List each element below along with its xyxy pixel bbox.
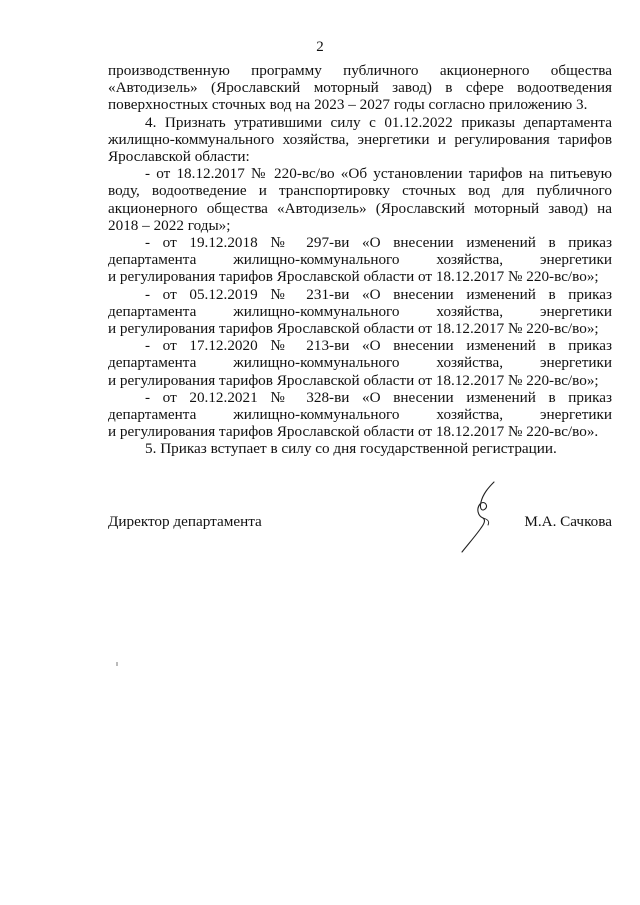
text-line: производственную программу публичного акционерного общества — [108, 62, 612, 79]
paragraph-item-5: 5. Приказ вступает в силу со дня государственной регистрации. — [145, 440, 557, 458]
text-line: департамента жилищно-коммунального хозяйства, энергетики — [108, 251, 612, 269]
text-line: 2018 – 2022 годы»; — [108, 216, 231, 234]
text-line: и регулирования тарифов Ярославской области от 18.12.2017 № 220-вс/во»; — [108, 371, 599, 389]
text-line: - от 20.12.2021 № 328-ви «О внесении изменений в приказ — [145, 388, 612, 406]
text-line: и регулирования тарифов Ярославской области от 18.12.2017 № 220-вс/во»; — [108, 268, 599, 286]
signer-title: Директор департамента — [108, 513, 262, 530]
signer-name: М.А. Сачкова — [524, 513, 612, 530]
text-line: жилищно-коммунального хозяйства, энергетики и регулирования тарифов — [108, 130, 612, 148]
text-line: департамента жилищно-коммунального хозяйства, энергетики — [108, 406, 612, 424]
text-line: и регулирования тарифов Ярославской области от 18.12.2017 № 220-вс/во». — [108, 423, 599, 441]
list-item — [108, 337, 612, 389]
text-line: поверхностных сточных вод на 2023 – 2027 годы согласно приложению 3. — [108, 96, 588, 114]
text-line: - от 17.12.2020 № 213-ви «О внесении изменений в приказ — [145, 337, 612, 355]
text-line: - от 18.12.2017 № 220-вс/во «Об установлении тарифов на питьевую — [145, 165, 612, 183]
text-line: - от 05.12.2019 № 231-ви «О внесении изменений в приказ — [145, 285, 612, 303]
text-line: акционерного общества «Автодизель» (Ярославский моторный завод) на — [108, 199, 612, 217]
text-line: - от 19.12.2018 № 297-ви «О внесении изменений в приказ — [145, 234, 612, 252]
list-item — [108, 286, 612, 338]
text-line: и регулирования тарифов Ярославской области от 18.12.2017 № 220-вс/во»; — [108, 320, 599, 338]
paragraph-item-4 — [108, 114, 612, 166]
page-number: 2 — [316, 39, 324, 55]
paragraph-continuation — [108, 62, 612, 114]
text-line: департамента жилищно-коммунального хозяйства, энергетики — [108, 354, 612, 372]
document-body — [108, 62, 612, 458]
list-item — [108, 234, 612, 286]
text-line: «Автодизель» (Ярославский моторный завод) в сфере водоотведения — [108, 79, 612, 97]
text-line: департамента жилищно-коммунального хозяйства, энергетики — [108, 302, 612, 320]
text-line: 4. Признать утратившими силу с 01.12.2022 приказы департамента — [145, 113, 612, 131]
signature-block — [108, 513, 612, 533]
text-line: Ярославской области: — [108, 148, 250, 166]
scan-speck — [116, 662, 118, 666]
list-item — [108, 389, 612, 441]
text-line: воду, водоотведение и транспортировку сточных вод для публичного — [108, 182, 612, 200]
list-item — [108, 165, 612, 234]
